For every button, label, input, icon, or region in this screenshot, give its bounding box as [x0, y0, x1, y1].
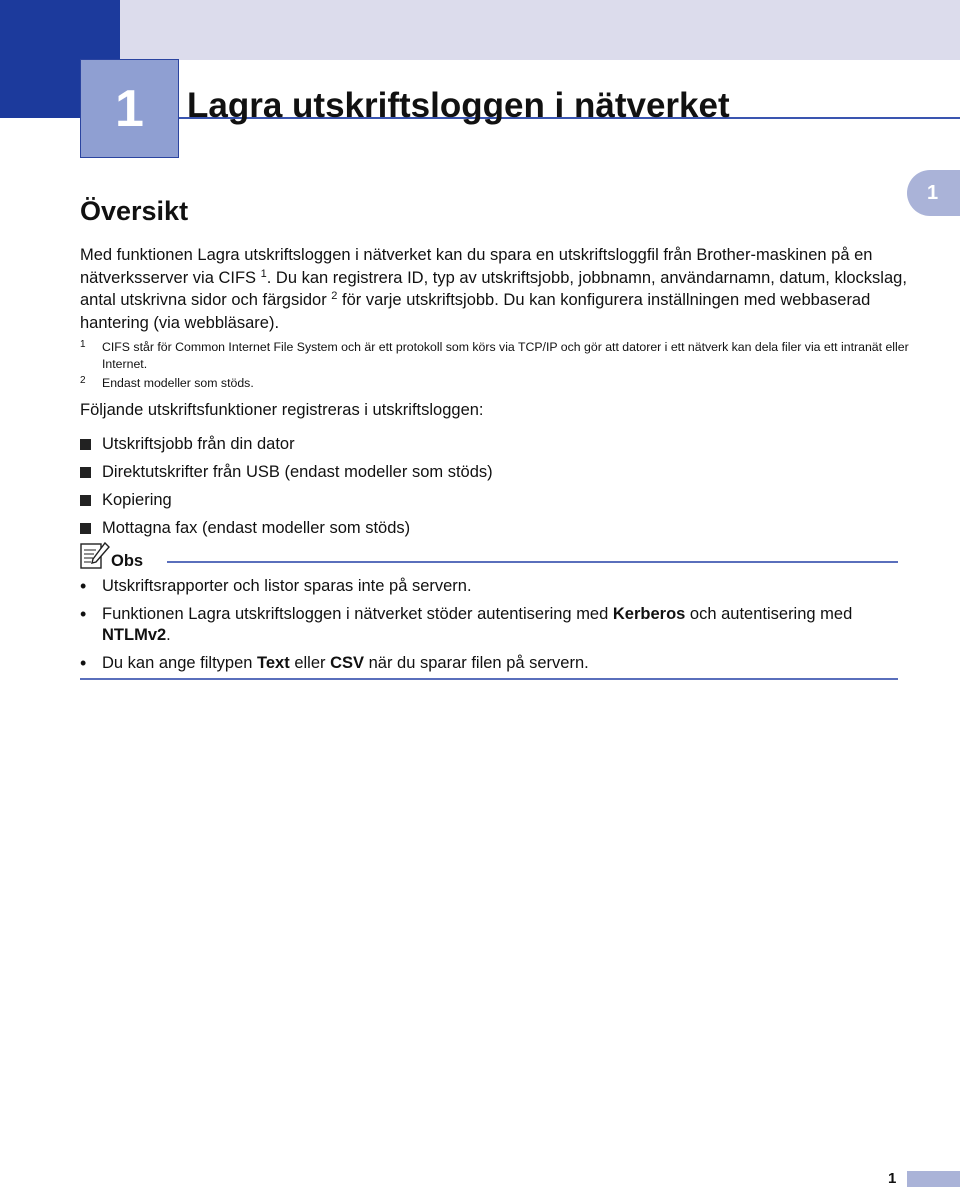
- list-item-text: Mottagna fax (endast modeller som stöds): [102, 518, 411, 537]
- intro-text-2: . Du kan registrera ID, typ av utskriftsjobb, jobbnamn, användarnamn, datum, klockslag, antal utskrivna sidor och färgsidor: [80, 268, 907, 309]
- bullet-icon: •: [80, 604, 87, 624]
- bullet-icon: •: [80, 653, 87, 673]
- footnote-ref-2: 2: [331, 290, 338, 302]
- intro-paragraph: [80, 244, 910, 334]
- list-item: [80, 486, 493, 514]
- note-text: när du sparar filen på servern.: [364, 654, 589, 672]
- page-number: 1: [888, 1170, 897, 1187]
- note-text: .: [166, 626, 171, 644]
- note-label: Obs: [111, 552, 144, 570]
- intro-text-1: Med funktionen Lagra utskriftsloggen i nätverket kan du spara en utskriftsloggfil från Brother-maskinen på en nätverksserver via CIFS: [80, 246, 873, 287]
- note-keyword: CSV: [330, 654, 365, 672]
- list-item-text: Direktutskrifter från USB (endast modeller som stöds): [102, 462, 493, 481]
- note-rule: [167, 561, 898, 563]
- note-text: och autentisering med: [685, 605, 853, 623]
- note-item-text: Utskriftsrapporter och listor sparas inte på servern.: [102, 577, 472, 595]
- list-item: [80, 514, 493, 542]
- note-keyword: Text: [257, 654, 290, 672]
- list-lead: Följande utskriftsfunktioner registreras i utskriftsloggen:: [80, 401, 484, 419]
- footnote-text: CIFS står för Common Internet File System och är ett protokoll som körs via TCP/IP och gör att datorer i ett nätverk kan dela filer via ett intranät eller Internet.: [102, 340, 909, 371]
- section-heading: Översikt: [80, 196, 189, 226]
- footnote-number: 1: [80, 339, 86, 350]
- footnote: [80, 375, 910, 392]
- header-band: [0, 0, 960, 60]
- note-item-text: [102, 604, 900, 646]
- note-list: [80, 576, 900, 681]
- note-keyword: NTLMv2: [102, 626, 167, 644]
- note-item: [80, 604, 900, 646]
- bullet-icon: •: [80, 576, 87, 596]
- note-item: [80, 576, 900, 597]
- page-number-bar: [907, 1171, 960, 1187]
- square-bullet-icon: [80, 523, 91, 534]
- footnote-text: Endast modeller som stöds.: [102, 376, 254, 390]
- note-text: Du kan ange filtypen: [102, 654, 258, 672]
- intro-text-3: för varje utskriftsjobb. Du kan konfigurera inställningen med webbaserad hantering (via webbläsare).: [80, 291, 871, 332]
- square-bullet-icon: [80, 467, 91, 478]
- note-keyword: Kerberos: [612, 605, 686, 623]
- function-list: [80, 430, 493, 542]
- note-item: [80, 653, 900, 674]
- footnote-number: 2: [80, 375, 86, 386]
- note-text: Funktionen Lagra utskriftsloggen i nätverket stöder autentisering med: [102, 605, 613, 623]
- list-item: [80, 458, 493, 486]
- note-end-rule: [80, 678, 898, 680]
- chapter-title: Lagra utskriftsloggen i nätverket: [187, 86, 730, 125]
- chapter-number-box: 1: [80, 59, 179, 158]
- square-bullet-icon: [80, 439, 91, 450]
- note-text: eller: [289, 654, 331, 672]
- chapter-side-tab: 1: [907, 170, 960, 216]
- footnotes: [80, 339, 910, 394]
- list-item-text: Kopiering: [102, 490, 172, 509]
- list-item-text: Utskriftsjobb från din dator: [102, 434, 295, 453]
- note-item-text: [102, 653, 589, 674]
- note-pencil-icon: [79, 541, 111, 571]
- footnote: [80, 339, 910, 373]
- square-bullet-icon: [80, 495, 91, 506]
- footnote-ref-1: 1: [260, 267, 267, 280]
- list-item: [80, 430, 493, 458]
